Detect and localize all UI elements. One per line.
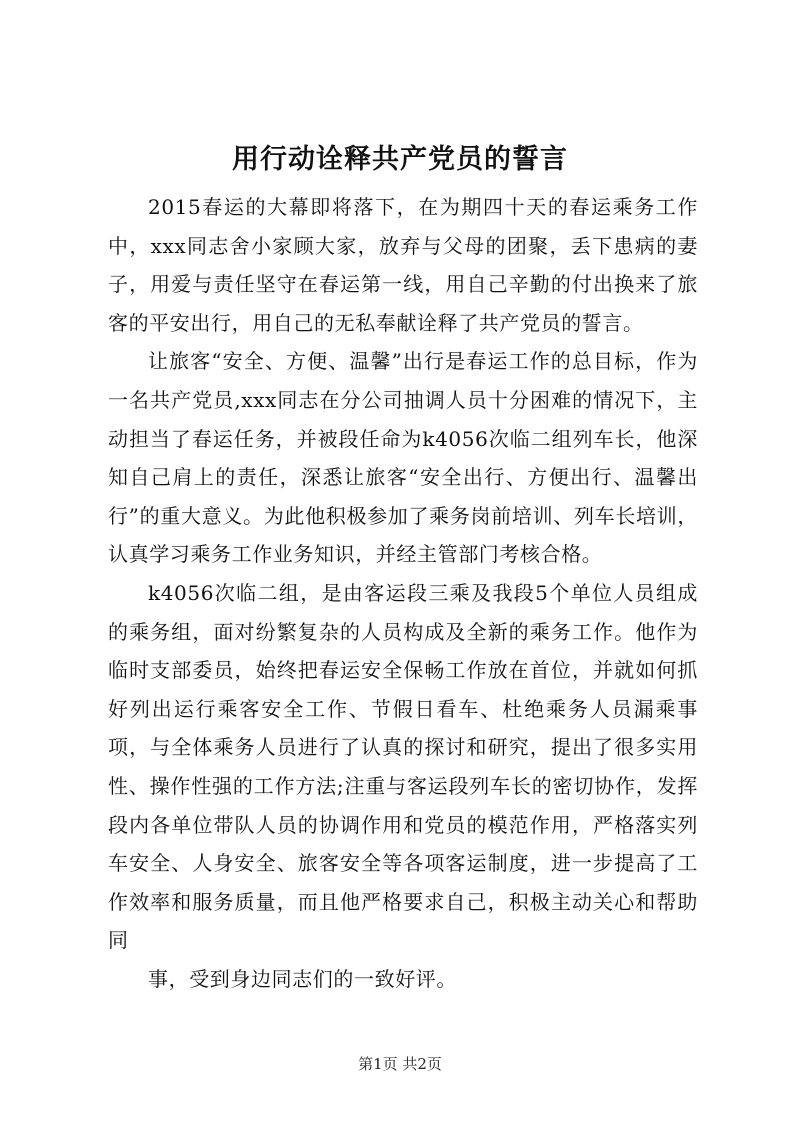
paragraph-4: 事，受到身边同志们的一致好评。	[148, 966, 457, 991]
paragraph-3: k4056次临二组，是由客运段三乘及我段5个单位人员组成的乘务组，面对纷繁复杂的人员构成及全新的乘务工作。他作为临时支部委员，始终把春运安全保畅工作放在首位，并就如何抓好列出运行乘客安全工作、节假日看车、杜绝乘务人员漏乘事项，与全体乘务人员进行了认真的探讨和研究，提出了很多实用性、操作性强的工作方法;注重与客运段列车长的密切协作，发挥段内各单位带队人员的协调作用和党员的模范作用，严格落实列车安全、人身安全、旅客安全等各项客运制度，进一步提高了工作效率和服务质量，而且他严格要求自己，积极主动关心和帮助同	[108, 580, 698, 953]
page-footer: 第1页 共2页	[358, 1055, 442, 1073]
paragraph-1: 2015春运的大幕即将落下，在为期四十天的春运乘务工作中，xxx同志舍小家顾大家，放弃与父母的团聚，丢下患病的妻子，用爱与责任坚守在春运第一线，用自己辛勤的付出换来了旅客的平安出行，用自己的无私奉献诠释了共产党员的誓言。	[108, 195, 698, 335]
paragraph-2: 让旅客“安全、方便、温馨”出行是春运工作的总目标，作为一名共产党员,xxx同志在分公司抽调人员十分困难的情况下，主动担当了春运任务，并被段任命为k4056次临二组列车长，他深知自己肩上的责任，深悉让旅客“安全出行、方便出行、温馨出行”的重大意义。为此他积极参加了乘务岗前培训、列车长培训，认真学习乘务工作业务知识，并经主管部门考核合格。	[108, 349, 698, 567]
document-body	[108, 188, 698, 998]
document-title: 用行动诠释共产党员的誓言	[232, 144, 568, 175]
